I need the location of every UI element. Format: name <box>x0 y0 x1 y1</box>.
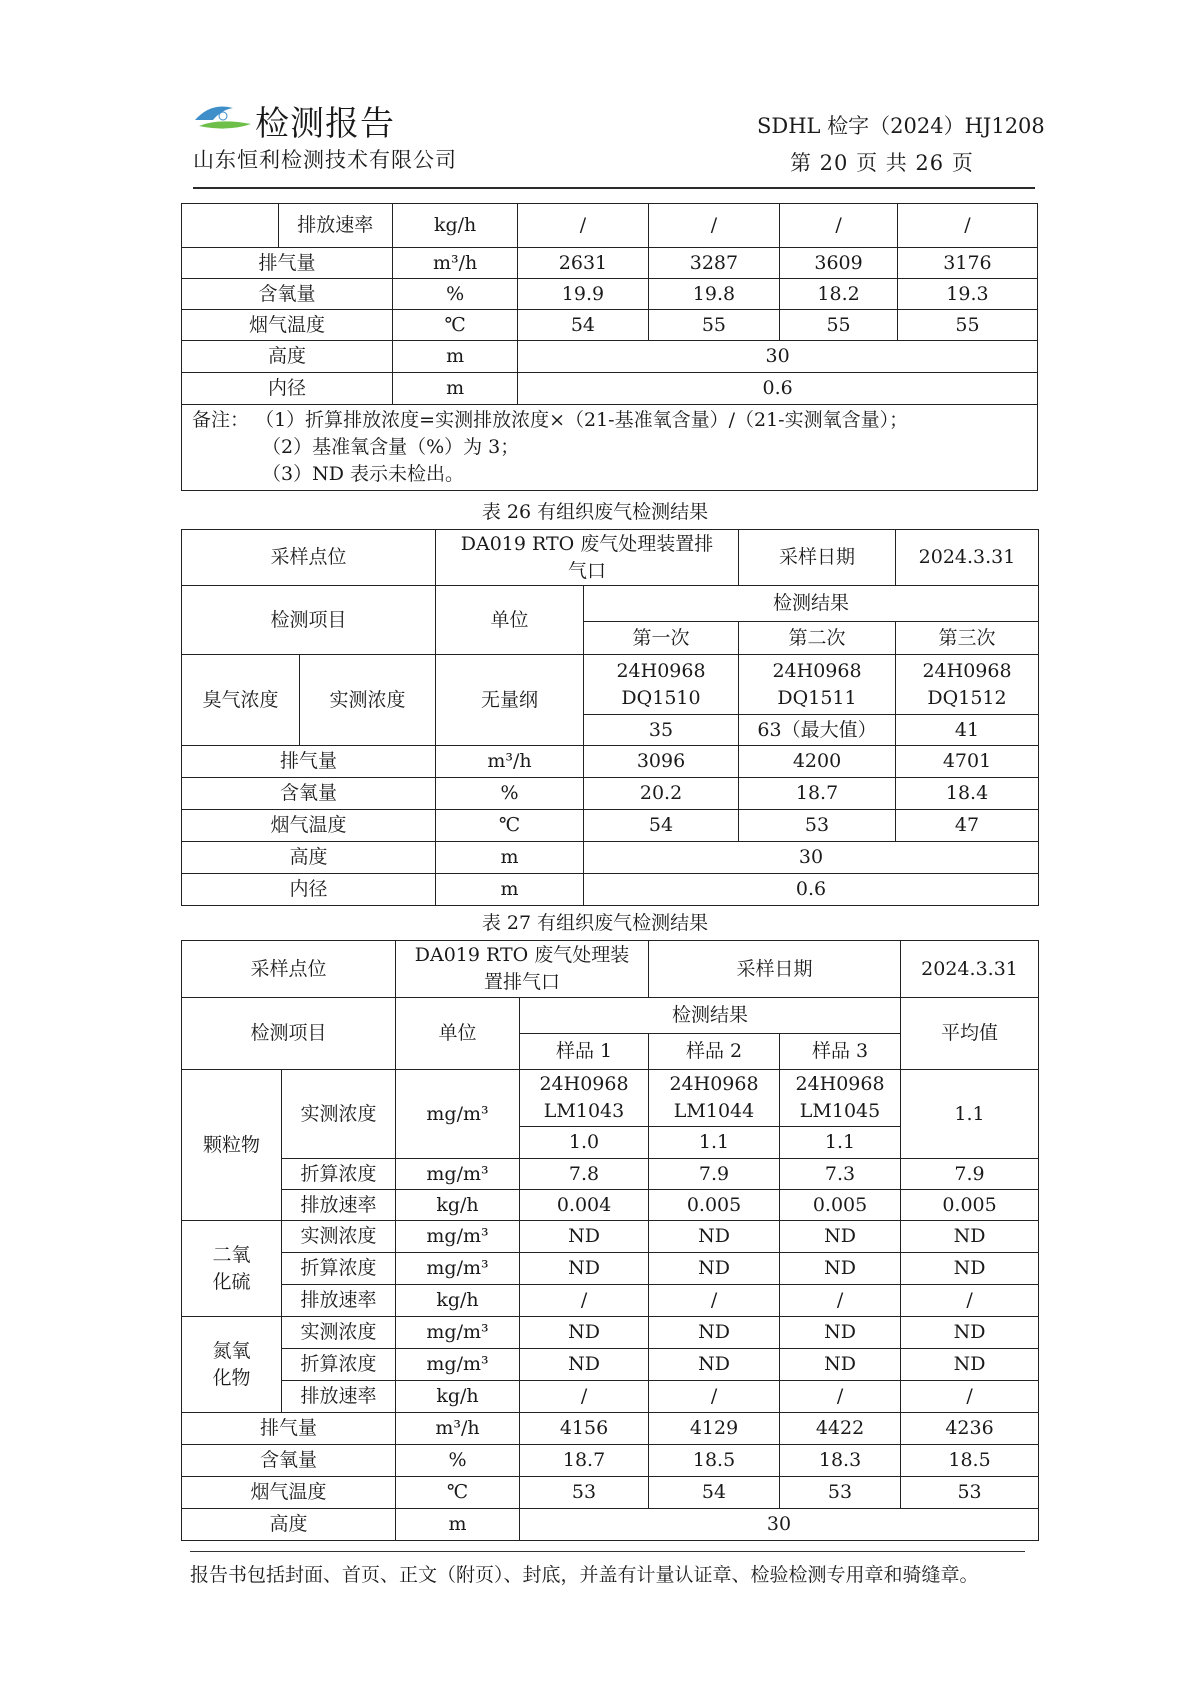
note-line: （3）ND 表示未检出。 <box>262 463 464 485</box>
value-cell: / <box>518 204 648 248</box>
sample-header: 样品 3 <box>780 1034 901 1070</box>
value-cell: 4200 <box>739 746 896 778</box>
row-label: 排放速率 <box>278 204 393 248</box>
pollutant-label-line: 二氧 <box>212 1243 251 1266</box>
unit-cell: mg/m³ <box>396 1349 520 1381</box>
value-cell: 19.9 <box>518 279 648 310</box>
sample-id-line: LM1044 <box>673 1100 755 1122</box>
value-cell: 3176 <box>897 248 1037 279</box>
table-26-caption: 表 26 有组织废气检测结果 <box>481 501 709 523</box>
sample-id-line: 24H0968 <box>669 1073 759 1095</box>
value-cell: ND <box>780 1221 901 1253</box>
unit-header: 单位 <box>436 586 584 655</box>
table-row <box>182 204 1038 248</box>
value-cell: 19.8 <box>648 279 780 310</box>
value-cell: 55 <box>780 310 898 341</box>
value-cell: ND <box>520 1253 649 1285</box>
odor-label: 臭气浓度 <box>182 655 300 746</box>
row-label: 折算浓度 <box>282 1159 396 1190</box>
unit-cell: m <box>393 373 518 405</box>
pollutant-label-line: 氮氧 <box>212 1339 251 1362</box>
result-header: 检测结果 <box>520 998 901 1034</box>
sample-id <box>584 655 739 715</box>
unit-header: 单位 <box>396 998 520 1070</box>
value-cell: 0.6 <box>518 373 1038 405</box>
value-cell: / <box>648 204 780 248</box>
value-cell: 53 <box>739 810 896 842</box>
unit-cell: m³/h <box>396 1413 520 1445</box>
table-row <box>182 1253 1039 1285</box>
unit-cell: mg/m³ <box>396 1317 520 1349</box>
sample-id-line: LM1043 <box>543 1100 625 1122</box>
table-row <box>182 310 1038 341</box>
sampling-date: 2024.3.31 <box>896 530 1039 586</box>
value-cell: 47 <box>896 810 1039 842</box>
value-cell: / <box>520 1381 649 1413</box>
table-27 <box>181 940 1039 1541</box>
value-cell: 54 <box>518 310 648 341</box>
sample-id <box>739 655 896 715</box>
unit-cell: kg/h <box>393 204 518 248</box>
value-cell: / <box>649 1285 780 1317</box>
row-label: 含氧量 <box>182 279 393 310</box>
row-label: 实测浓度 <box>282 1317 396 1349</box>
value-cell: 30 <box>518 341 1038 373</box>
page-number: 第 20 页 共 26 页 <box>790 151 974 175</box>
unit-cell: ℃ <box>436 810 584 842</box>
empty-cell <box>182 204 279 248</box>
pollutant-label-line: 化硫 <box>212 1270 251 1293</box>
unit-cell: m³/h <box>393 248 518 279</box>
item-header: 检测项目 <box>182 586 436 655</box>
row-label: 烟气温度 <box>182 310 393 341</box>
table-row <box>182 1477 1039 1509</box>
sample-id-line: 24H0968 <box>616 659 706 682</box>
unit-cell: % <box>396 1445 520 1477</box>
value-cell: ND <box>780 1317 901 1349</box>
sampling-point-label: 采样点位 <box>182 530 436 586</box>
results-table-continued <box>181 203 1038 491</box>
pollutant-label: 颗粒物 <box>182 1070 282 1221</box>
value-cell: 20.2 <box>584 778 739 810</box>
sample-header: 样品 2 <box>649 1034 780 1070</box>
value-cell: 18.5 <box>649 1445 780 1477</box>
unit-cell: m <box>436 842 584 874</box>
value-cell: 55 <box>897 310 1037 341</box>
table-row <box>182 778 1039 810</box>
odor-sub-label: 实测浓度 <box>300 655 436 746</box>
value-cell: / <box>780 1381 901 1413</box>
sample-id-line: 24H0968 <box>922 659 1012 682</box>
table-row <box>182 1509 1039 1541</box>
average-cell: ND <box>901 1253 1039 1285</box>
average-cell: / <box>901 1381 1039 1413</box>
table-row <box>182 341 1038 373</box>
unit-cell: ℃ <box>393 310 518 341</box>
notes-label: 备注： <box>192 409 250 431</box>
value-cell: 63（最大值） <box>739 715 896 746</box>
value-cell: 53 <box>780 1477 901 1509</box>
value-cell: ND <box>649 1253 780 1285</box>
unit-cell: m <box>396 1509 520 1541</box>
table-27-caption: 表 27 有组织废气检测结果 <box>481 912 709 934</box>
sampling-point-line: DA019 RTO 废气处理装置排 <box>460 532 714 555</box>
logo-star <box>219 112 227 120</box>
sampling-date-label: 采样日期 <box>649 941 901 998</box>
value-cell: 3287 <box>648 248 780 279</box>
value-cell: 3096 <box>584 746 739 778</box>
value-cell: 0.6 <box>584 874 1039 906</box>
value-cell: 55 <box>648 310 780 341</box>
pollutant-label-line: 化物 <box>212 1366 251 1389</box>
table-row <box>182 279 1038 310</box>
value-cell: 4422 <box>780 1413 901 1445</box>
unit-cell: % <box>393 279 518 310</box>
logo-blue-wave <box>195 107 233 121</box>
average-cell: ND <box>901 1317 1039 1349</box>
value-cell: / <box>897 204 1037 248</box>
value-cell: 35 <box>584 715 739 746</box>
value-cell: / <box>780 1285 901 1317</box>
value-cell: ND <box>649 1221 780 1253</box>
sample-id <box>896 655 1039 715</box>
sampling-point-line: DA019 RTO 废气处理装 <box>414 944 630 966</box>
value-cell: 0.005 <box>780 1190 901 1221</box>
row-label: 排放速率 <box>282 1285 396 1317</box>
table-row <box>182 1349 1039 1381</box>
value-cell: / <box>649 1381 780 1413</box>
unit-cell: kg/h <box>396 1381 520 1413</box>
sample-id-line: DQ1511 <box>777 686 857 709</box>
row-label: 高度 <box>182 842 436 874</box>
average-header: 平均值 <box>901 998 1039 1070</box>
sample-id <box>520 1070 649 1127</box>
average-cell: 7.9 <box>901 1159 1039 1190</box>
value-cell: ND <box>520 1349 649 1381</box>
unit-cell: m <box>393 341 518 373</box>
unit-cell: mg/m³ <box>396 1070 520 1159</box>
sampling-point-label: 采样点位 <box>182 941 396 998</box>
sampling-date-label: 采样日期 <box>739 530 896 586</box>
value-cell: 7.8 <box>520 1159 649 1190</box>
row-label: 排放速率 <box>282 1190 396 1221</box>
value-cell: ND <box>780 1349 901 1381</box>
row-label: 烟气温度 <box>182 1477 396 1509</box>
table-row <box>182 998 1039 1034</box>
run-header: 第一次 <box>584 622 739 655</box>
footer-divider <box>190 1551 1025 1552</box>
table-row <box>182 1317 1039 1349</box>
value-cell: 30 <box>584 842 1039 874</box>
pollutant-label <box>182 1221 282 1317</box>
row-label: 排气量 <box>182 1413 396 1445</box>
average-cell: 1.1 <box>901 1070 1039 1159</box>
value-cell: 7.9 <box>649 1159 780 1190</box>
value-cell: 53 <box>520 1477 649 1509</box>
company-name: 山东恒利检测技术有限公司 <box>193 148 457 172</box>
row-label: 排气量 <box>182 248 393 279</box>
value-cell: 3609 <box>780 248 898 279</box>
sample-id-line: LM1045 <box>799 1100 881 1122</box>
row-label: 排放速率 <box>282 1381 396 1413</box>
unit-cell: mg/m³ <box>396 1253 520 1285</box>
row-label: 高度 <box>182 1509 396 1541</box>
sample-id-line: DQ1510 <box>621 686 701 709</box>
footer-note: 报告书包括封面、首页、正文（附页）、封底，并盖有计量认证章、检验检测专用章和骑缝章。 <box>190 1564 979 1586</box>
unit-cell: kg/h <box>396 1190 520 1221</box>
value-cell: 18.3 <box>780 1445 901 1477</box>
average-cell: 18.5 <box>901 1445 1039 1477</box>
table-row <box>182 1190 1039 1221</box>
value-cell: ND <box>649 1349 780 1381</box>
value-cell: 18.2 <box>780 279 898 310</box>
sample-id-line: 24H0968 <box>772 659 862 682</box>
unit-cell: 无量纲 <box>436 655 584 746</box>
table-row <box>182 248 1038 279</box>
unit-cell: % <box>436 778 584 810</box>
table-row <box>182 1221 1039 1253</box>
average-cell: ND <box>901 1221 1039 1253</box>
table-row <box>182 1159 1039 1190</box>
row-label: 含氧量 <box>182 1445 396 1477</box>
logo-green-wave <box>199 121 251 128</box>
value-cell: 30 <box>520 1509 1039 1541</box>
table-row <box>182 1070 1039 1127</box>
result-header: 检测结果 <box>584 586 1039 622</box>
value-cell: 0.005 <box>649 1190 780 1221</box>
table-26 <box>181 529 1039 906</box>
company-logo <box>193 98 253 134</box>
pollutant-label <box>182 1317 282 1413</box>
value-cell: 0.004 <box>520 1190 649 1221</box>
table-row <box>182 373 1038 405</box>
table-row <box>182 1413 1039 1445</box>
sample-id <box>780 1070 901 1127</box>
average-cell: 4236 <box>901 1413 1039 1445</box>
report-title: 检测报告 <box>255 104 395 144</box>
value-cell: 2631 <box>518 248 648 279</box>
value-cell: 19.3 <box>897 279 1037 310</box>
unit-cell: kg/h <box>396 1285 520 1317</box>
unit-cell: m³/h <box>436 746 584 778</box>
value-cell: ND <box>649 1317 780 1349</box>
value-cell: 41 <box>896 715 1039 746</box>
table-row <box>182 746 1039 778</box>
value-cell: 4129 <box>649 1413 780 1445</box>
sampling-point <box>436 530 739 586</box>
unit-cell: m <box>436 874 584 906</box>
sample-id-line: DQ1512 <box>927 686 1007 709</box>
value-cell: ND <box>780 1253 901 1285</box>
average-cell: 53 <box>901 1477 1039 1509</box>
table-row <box>182 1445 1039 1477</box>
row-label: 内径 <box>182 373 393 405</box>
notes-cell <box>182 405 1038 491</box>
table-row <box>182 810 1039 842</box>
value-cell: 18.4 <box>896 778 1039 810</box>
value-cell: 1.1 <box>780 1127 901 1159</box>
average-cell: 0.005 <box>901 1190 1039 1221</box>
table-row <box>182 874 1039 906</box>
sampling-point <box>396 941 649 998</box>
value-cell: / <box>520 1285 649 1317</box>
unit-cell: mg/m³ <box>396 1159 520 1190</box>
value-cell: 18.7 <box>739 778 896 810</box>
sampling-date: 2024.3.31 <box>901 941 1039 998</box>
table-row <box>182 941 1039 998</box>
table-row <box>182 1381 1039 1413</box>
note-line: （2）基准氧含量（%）为 3； <box>262 436 520 458</box>
run-header: 第二次 <box>739 622 896 655</box>
table-row <box>182 842 1039 874</box>
value-cell: / <box>780 204 898 248</box>
value-cell: 1.0 <box>520 1127 649 1159</box>
row-label: 折算浓度 <box>282 1253 396 1285</box>
sample-id <box>649 1070 780 1127</box>
sample-id-line: 24H0968 <box>539 1073 629 1095</box>
row-label: 实测浓度 <box>282 1221 396 1253</box>
unit-cell: mg/m³ <box>396 1221 520 1253</box>
sample-header: 样品 1 <box>520 1034 649 1070</box>
sampling-point-line: 置排气口 <box>484 971 561 993</box>
row-label: 内径 <box>182 874 436 906</box>
value-cell: 54 <box>584 810 739 842</box>
item-header: 检测项目 <box>182 998 396 1070</box>
value-cell: 7.3 <box>780 1159 901 1190</box>
note-line: （1）折算排放浓度=实测排放浓度×（21-基准氧含量）/（21-实测氧含量）； <box>255 409 909 431</box>
header-divider <box>193 187 1035 189</box>
report-number: SDHL 检字（2024）HJ1208 <box>757 114 1045 138</box>
value-cell: ND <box>520 1317 649 1349</box>
row-label: 高度 <box>182 341 393 373</box>
average-cell: ND <box>901 1349 1039 1381</box>
row-label: 折算浓度 <box>282 1349 396 1381</box>
table-row <box>182 586 1039 622</box>
value-cell: 54 <box>649 1477 780 1509</box>
sampling-point-line: 气口 <box>568 559 607 582</box>
value-cell: 1.1 <box>649 1127 780 1159</box>
table-row <box>182 1285 1039 1317</box>
row-label: 排气量 <box>182 746 436 778</box>
run-header: 第三次 <box>896 622 1039 655</box>
table-row <box>182 655 1039 715</box>
table-row <box>182 530 1039 586</box>
average-cell: / <box>901 1285 1039 1317</box>
value-cell: ND <box>520 1221 649 1253</box>
sample-id-line: 24H0968 <box>795 1073 885 1095</box>
row-label: 实测浓度 <box>282 1070 396 1159</box>
row-label: 烟气温度 <box>182 810 436 842</box>
notes-row <box>182 405 1038 491</box>
value-cell: 18.7 <box>520 1445 649 1477</box>
row-label: 含氧量 <box>182 778 436 810</box>
value-cell: 4156 <box>520 1413 649 1445</box>
unit-cell: ℃ <box>396 1477 520 1509</box>
value-cell: 4701 <box>896 746 1039 778</box>
